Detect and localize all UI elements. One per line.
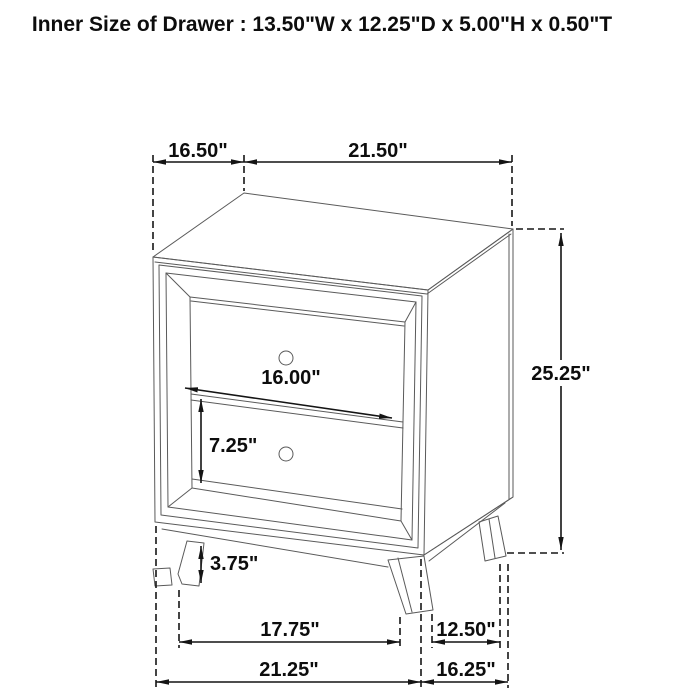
dimension-leg-height	[201, 546, 258, 583]
dimension-drawer-width	[185, 367, 392, 418]
dimension-base-depth	[421, 659, 508, 682]
dimension-base-width	[156, 659, 421, 682]
dimension-label: 21.50"	[348, 140, 408, 162]
upper-drawer-knob	[279, 351, 293, 365]
dimension-overall-height	[527, 233, 595, 550]
side-apron-line	[429, 503, 505, 561]
dimension-top-width	[244, 140, 512, 162]
front-right-leg-edge	[398, 558, 412, 612]
page-title: Inner Size of Drawer : 13.50"W x 12.25"D x 5.00"H x 0.50"T	[31, 13, 613, 36]
dimension-drawer-front-height	[201, 399, 257, 483]
dimension-label: 16.50"	[168, 140, 228, 162]
dimensions	[153, 140, 595, 682]
front-left-leg	[178, 541, 204, 586]
dimension-label: 16.00"	[261, 367, 321, 389]
front-frame-bevel-1	[159, 265, 422, 548]
dimension-leg-span-side-inner	[432, 619, 500, 642]
lower-drawer-knob	[279, 447, 293, 461]
back-right-leg-edge	[489, 519, 495, 558]
nightstand-drawing	[153, 193, 513, 614]
extension-lines	[153, 155, 564, 688]
dimension-label: 3.75"	[210, 553, 259, 575]
dimension-label: 16.25"	[436, 659, 496, 681]
dimension-top-depth	[153, 140, 244, 162]
dimension-label: 7.25"	[209, 435, 258, 457]
dimension-label: 17.75"	[260, 619, 320, 641]
front-apron-bottom-edge	[162, 529, 388, 567]
front-frame-opening	[190, 297, 405, 521]
dimension-leg-span-front-inner	[179, 619, 400, 642]
dimension-label: 25.25"	[531, 363, 591, 385]
dimension-label: 12.50"	[436, 619, 496, 641]
upper-drawer-top-edge	[191, 301, 404, 326]
upper-drawer-bottom-edge	[191, 394, 403, 422]
dimension-label: 21.25"	[259, 659, 319, 681]
top-face	[153, 193, 513, 290]
